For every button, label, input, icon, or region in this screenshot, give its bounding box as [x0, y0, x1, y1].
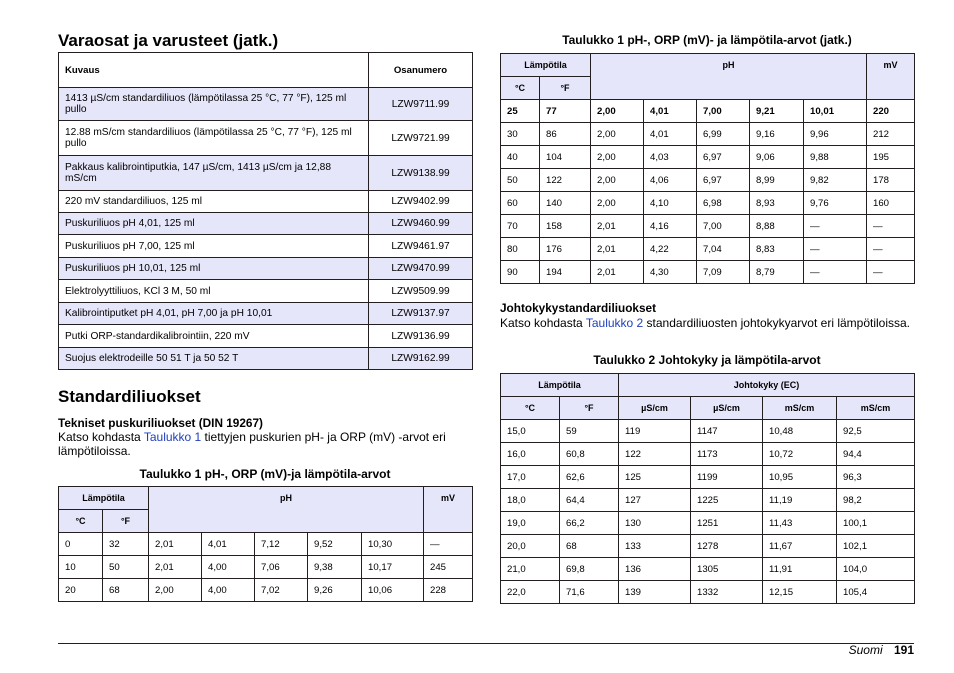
table-cell: 0	[59, 533, 103, 556]
table-cell: 8,93	[750, 192, 804, 215]
table-cell: 4,06	[644, 169, 697, 192]
table-cell: 40	[501, 146, 540, 169]
table-cell: 8,88	[750, 215, 804, 238]
table-cell: 25	[501, 100, 540, 123]
table-cell: 9,52	[308, 533, 362, 556]
table-cell: 4,00	[202, 579, 255, 602]
table-cell: 50	[501, 169, 540, 192]
subheading-conductivity: Johtokykystandardiliuokset	[500, 301, 657, 315]
table-cell: 228	[424, 579, 473, 602]
table-cell: 16,0	[501, 443, 560, 466]
table-cell: 9,76	[804, 192, 867, 215]
footer-rule	[58, 643, 914, 644]
table-row	[59, 235, 473, 258]
table-cell: —	[867, 215, 915, 238]
table-cell: 220	[867, 100, 915, 123]
table-cell: 178	[867, 169, 915, 192]
table-cell: 2,00	[591, 192, 644, 215]
subheading-buffers: Tekniset puskuriliuokset (DIN 19267)	[58, 416, 263, 430]
part-number: LZW9461.97	[369, 235, 473, 258]
table-cell: —	[804, 238, 867, 261]
table-cell: 2,00	[591, 100, 644, 123]
t1b-h-mv: mV	[867, 54, 915, 100]
section-heading: Standardiliuokset	[58, 387, 201, 406]
table-cell: 122	[540, 169, 591, 192]
table2-caption: Taulukko 2 Johtokyky ja lämpötila-arvot	[593, 353, 821, 367]
table-cell: 176	[540, 238, 591, 261]
table-cell: 2,00	[149, 579, 202, 602]
table-cell: 8,99	[750, 169, 804, 192]
table2	[500, 373, 915, 604]
table-cell: 12,15	[763, 581, 837, 604]
table-row	[59, 533, 473, 556]
table-cell: 18,0	[501, 489, 560, 512]
table-cell: 127	[619, 489, 691, 512]
table-cell: 139	[619, 581, 691, 604]
table-row	[59, 88, 473, 121]
table-cell: 130	[619, 512, 691, 535]
table-cell: 158	[540, 215, 591, 238]
table-row	[501, 558, 915, 581]
table-row	[501, 489, 915, 512]
table-cell: 2,00	[591, 146, 644, 169]
table-cell: 6,99	[697, 123, 750, 146]
table-cell: 30	[501, 123, 540, 146]
table-cell: 4,01	[644, 123, 697, 146]
table-row	[59, 121, 473, 156]
table-cell: 7,02	[255, 579, 308, 602]
table-cell: 64,4	[560, 489, 619, 512]
table-cell: 62,6	[560, 466, 619, 489]
table-cell: 90	[501, 261, 540, 284]
table-cell: 119	[619, 420, 691, 443]
table-cell: 7,00	[697, 215, 750, 238]
table-cell: 4,10	[644, 192, 697, 215]
t2-unit-header: °F	[560, 397, 619, 420]
parts-col-num: Osanumero	[369, 53, 473, 88]
table-cell: 8,83	[750, 238, 804, 261]
table-cell: 9,21	[750, 100, 804, 123]
table-row	[501, 420, 915, 443]
part-number: LZW9721.99	[369, 121, 473, 156]
table-cell: 1147	[691, 420, 763, 443]
table-cell: 7,12	[255, 533, 308, 556]
table1	[58, 486, 473, 602]
t2-h-temp: Lämpötila	[501, 374, 619, 397]
table-row	[501, 535, 915, 558]
page-heading: Varaosat ja varusteet (jatk.)	[58, 31, 279, 50]
table-row	[59, 325, 473, 348]
part-description: Putki ORP-standardikalibrointiin, 220 mV	[59, 325, 369, 348]
table-cell: 2,00	[591, 169, 644, 192]
table-cell: 66,2	[560, 512, 619, 535]
table-cell: 60,8	[560, 443, 619, 466]
table-cell: 9,26	[308, 579, 362, 602]
table-cell: 9,06	[750, 146, 804, 169]
part-description: Puskuriliuos pH 7,00, 125 ml	[59, 235, 369, 258]
table-cell: 1199	[691, 466, 763, 489]
table-cell: 122	[619, 443, 691, 466]
part-description: Elektrolyyttiliuos, KCl 3 M, 50 ml	[59, 280, 369, 303]
table-cell: 10,30	[362, 533, 424, 556]
table-cell: 4,16	[644, 215, 697, 238]
table-cell: 2,01	[149, 556, 202, 579]
table-cell: 7,00	[697, 100, 750, 123]
table-row-bold	[501, 100, 915, 123]
part-number: LZW9138.99	[369, 156, 473, 191]
table-cell: 70	[501, 215, 540, 238]
table1b	[500, 53, 915, 284]
table-cell: 140	[540, 192, 591, 215]
table-cell: 245	[424, 556, 473, 579]
table-row	[59, 258, 473, 280]
page-number: 191	[893, 643, 914, 657]
table-cell: 92,5	[837, 420, 915, 443]
table-cell: 21,0	[501, 558, 560, 581]
table-cell: 10,48	[763, 420, 837, 443]
table-cell: 133	[619, 535, 691, 558]
footer	[849, 643, 914, 657]
table-cell: 4,01	[644, 100, 697, 123]
table-cell: 20,0	[501, 535, 560, 558]
table-cell: 9,38	[308, 556, 362, 579]
table-cell: 2,01	[591, 215, 644, 238]
table-cell: 2,01	[591, 238, 644, 261]
table-cell: 1305	[691, 558, 763, 581]
footer-language: Suomi	[848, 643, 883, 657]
part-description: Pakkaus kalibrointiputkia, 147 µS/cm, 1413 µS/cm ja 12,88 mS/cm	[59, 156, 369, 191]
table-cell: 1278	[691, 535, 763, 558]
table-cell: 1225	[691, 489, 763, 512]
table-cell: 9,16	[750, 123, 804, 146]
table-cell: —	[804, 261, 867, 284]
table-cell: 11,91	[763, 558, 837, 581]
table-cell: 94,4	[837, 443, 915, 466]
table-cell: 6,98	[697, 192, 750, 215]
t1-h-c: °C	[59, 510, 103, 533]
table-cell: —	[867, 238, 915, 261]
t1b-h-f: °F	[540, 77, 591, 100]
table-cell: 20	[59, 579, 103, 602]
table-cell: 17,0	[501, 466, 560, 489]
t1b-h-c: °C	[501, 77, 540, 100]
part-number: LZW9136.99	[369, 325, 473, 348]
table-cell: 6,97	[697, 146, 750, 169]
t2-unit-header: mS/cm	[837, 397, 915, 420]
table-row	[501, 215, 915, 238]
part-number: LZW9162.99	[369, 348, 473, 370]
table-cell: 4,00	[202, 556, 255, 579]
table-cell: 10,95	[763, 466, 837, 489]
table-cell: 71,6	[560, 581, 619, 604]
paragraph-buffers: Katso kohdasta Taulukko 1 tiettyjen puskurien pH- ja ORP (mV) -arvot eri lämpötiloissa.	[58, 430, 446, 458]
table-cell: 10,72	[763, 443, 837, 466]
t1-h-f: °F	[103, 510, 149, 533]
t1-h-temp: Lämpötila	[59, 487, 149, 510]
table-cell: 6,97	[697, 169, 750, 192]
part-description: Puskuriliuos pH 4,01, 125 ml	[59, 213, 369, 235]
table-cell: 86	[540, 123, 591, 146]
table-cell: 10,06	[362, 579, 424, 602]
table-cell: 194	[540, 261, 591, 284]
table-cell: 68	[560, 535, 619, 558]
table-cell: 1173	[691, 443, 763, 466]
t2-unit-header: mS/cm	[763, 397, 837, 420]
parts-table	[58, 52, 473, 370]
table-cell: —	[804, 215, 867, 238]
table1-caption: Taulukko 1 pH-, ORP (mV)-ja lämpötila-arvot	[139, 467, 391, 481]
table-cell: 9,88	[804, 146, 867, 169]
table-cell: 32	[103, 533, 149, 556]
parts-col-desc: Kuvaus	[59, 53, 369, 88]
t1b-h-temp: Lämpötila	[501, 54, 591, 77]
table-cell: 9,82	[804, 169, 867, 192]
table-cell: 11,67	[763, 535, 837, 558]
table-row	[59, 280, 473, 303]
table-cell: 104	[540, 146, 591, 169]
table-cell: 11,43	[763, 512, 837, 535]
table-cell: 96,3	[837, 466, 915, 489]
t1-h-mv: mV	[424, 487, 473, 533]
table-row	[501, 169, 915, 192]
t2-unit-header: µS/cm	[619, 397, 691, 420]
link-table-2[interactable]: Taulukko 2	[585, 316, 644, 330]
table-row	[59, 191, 473, 213]
table-row	[501, 123, 915, 146]
table-row	[501, 238, 915, 261]
table-cell: 102,1	[837, 535, 915, 558]
table-cell: 125	[619, 466, 691, 489]
table-cell: 160	[867, 192, 915, 215]
table-cell: 68	[103, 579, 149, 602]
table-row	[59, 213, 473, 235]
table-cell: 2,01	[591, 261, 644, 284]
table-cell: 4,01	[202, 533, 255, 556]
table1b-caption: Taulukko 1 pH-, ORP (mV)- ja lämpötila-arvot (jatk.)	[562, 33, 852, 47]
t2-unit-header: °C	[501, 397, 560, 420]
table-cell: 77	[540, 100, 591, 123]
table-cell: 7,06	[255, 556, 308, 579]
table-row	[59, 303, 473, 325]
table-cell: 19,0	[501, 512, 560, 535]
table-cell: 50	[103, 556, 149, 579]
table-cell: 4,22	[644, 238, 697, 261]
table-cell: 2,00	[591, 123, 644, 146]
table-cell: 4,30	[644, 261, 697, 284]
table-cell: 7,04	[697, 238, 750, 261]
table-cell: 212	[867, 123, 915, 146]
table-cell: 11,19	[763, 489, 837, 512]
table-cell: 15,0	[501, 420, 560, 443]
part-number: LZW9460.99	[369, 213, 473, 235]
table-row	[59, 556, 473, 579]
part-number: LZW9470.99	[369, 258, 473, 280]
part-description: 220 mV standardiliuos, 125 ml	[59, 191, 369, 213]
part-description: Suojus elektrodeille 50 51 T ja 50 52 T	[59, 348, 369, 370]
table-cell: 1251	[691, 512, 763, 535]
table-cell: 10,17	[362, 556, 424, 579]
t2-unit-header: µS/cm	[691, 397, 763, 420]
table-row	[59, 156, 473, 191]
table-cell: 22,0	[501, 581, 560, 604]
table-row	[59, 579, 473, 602]
table-cell: 7,09	[697, 261, 750, 284]
table-row	[501, 512, 915, 535]
table-cell: 10	[59, 556, 103, 579]
table-cell: —	[867, 261, 915, 284]
table-cell: 1332	[691, 581, 763, 604]
part-description: Kalibrointiputket pH 4,01, pH 7,00 ja pH 10,01	[59, 303, 369, 325]
paragraph-conductivity: Katso kohdasta Taulukko 2 standardiliuosten johtokykyarvot eri lämpötiloissa.	[500, 316, 911, 330]
table-row	[501, 443, 915, 466]
part-description: 1413 µS/cm standardiliuos (lämpötilassa 25 °C, 77 °F), 125 ml pullo	[59, 88, 369, 121]
t1-h-ph: pH	[149, 487, 424, 533]
table-cell: 4,03	[644, 146, 697, 169]
table-row	[501, 466, 915, 489]
table-cell: 2,01	[149, 533, 202, 556]
part-number: LZW9137.97	[369, 303, 473, 325]
t1b-h-ph: pH	[591, 54, 867, 100]
table-cell: 60	[501, 192, 540, 215]
table-cell: 9,96	[804, 123, 867, 146]
table-row	[501, 146, 915, 169]
table-cell: 105,4	[837, 581, 915, 604]
part-number: LZW9402.99	[369, 191, 473, 213]
part-description: Puskuriliuos pH 10,01, 125 ml	[59, 258, 369, 280]
table-cell: 80	[501, 238, 540, 261]
part-number: LZW9509.99	[369, 280, 473, 303]
t2-h-ec: Johtokyky (EC)	[619, 374, 915, 397]
table-cell: 100,1	[837, 512, 915, 535]
table-cell: —	[424, 533, 473, 556]
table-row	[501, 581, 915, 604]
table-row	[59, 348, 473, 370]
table-cell: 69,8	[560, 558, 619, 581]
table-cell: 8,79	[750, 261, 804, 284]
link-table-1[interactable]: Taulukko 1	[143, 430, 202, 444]
table-cell: 59	[560, 420, 619, 443]
table-cell: 136	[619, 558, 691, 581]
table-row	[501, 192, 915, 215]
part-number: LZW9711.99	[369, 88, 473, 121]
table-cell: 98,2	[837, 489, 915, 512]
table-cell: 195	[867, 146, 915, 169]
table-cell: 104,0	[837, 558, 915, 581]
table-row	[501, 261, 915, 284]
table-cell: 10,01	[804, 100, 867, 123]
part-description: 12.88 mS/cm standardiliuos (lämpötilassa 25 °C, 77 °F), 125 ml pullo	[59, 121, 369, 156]
